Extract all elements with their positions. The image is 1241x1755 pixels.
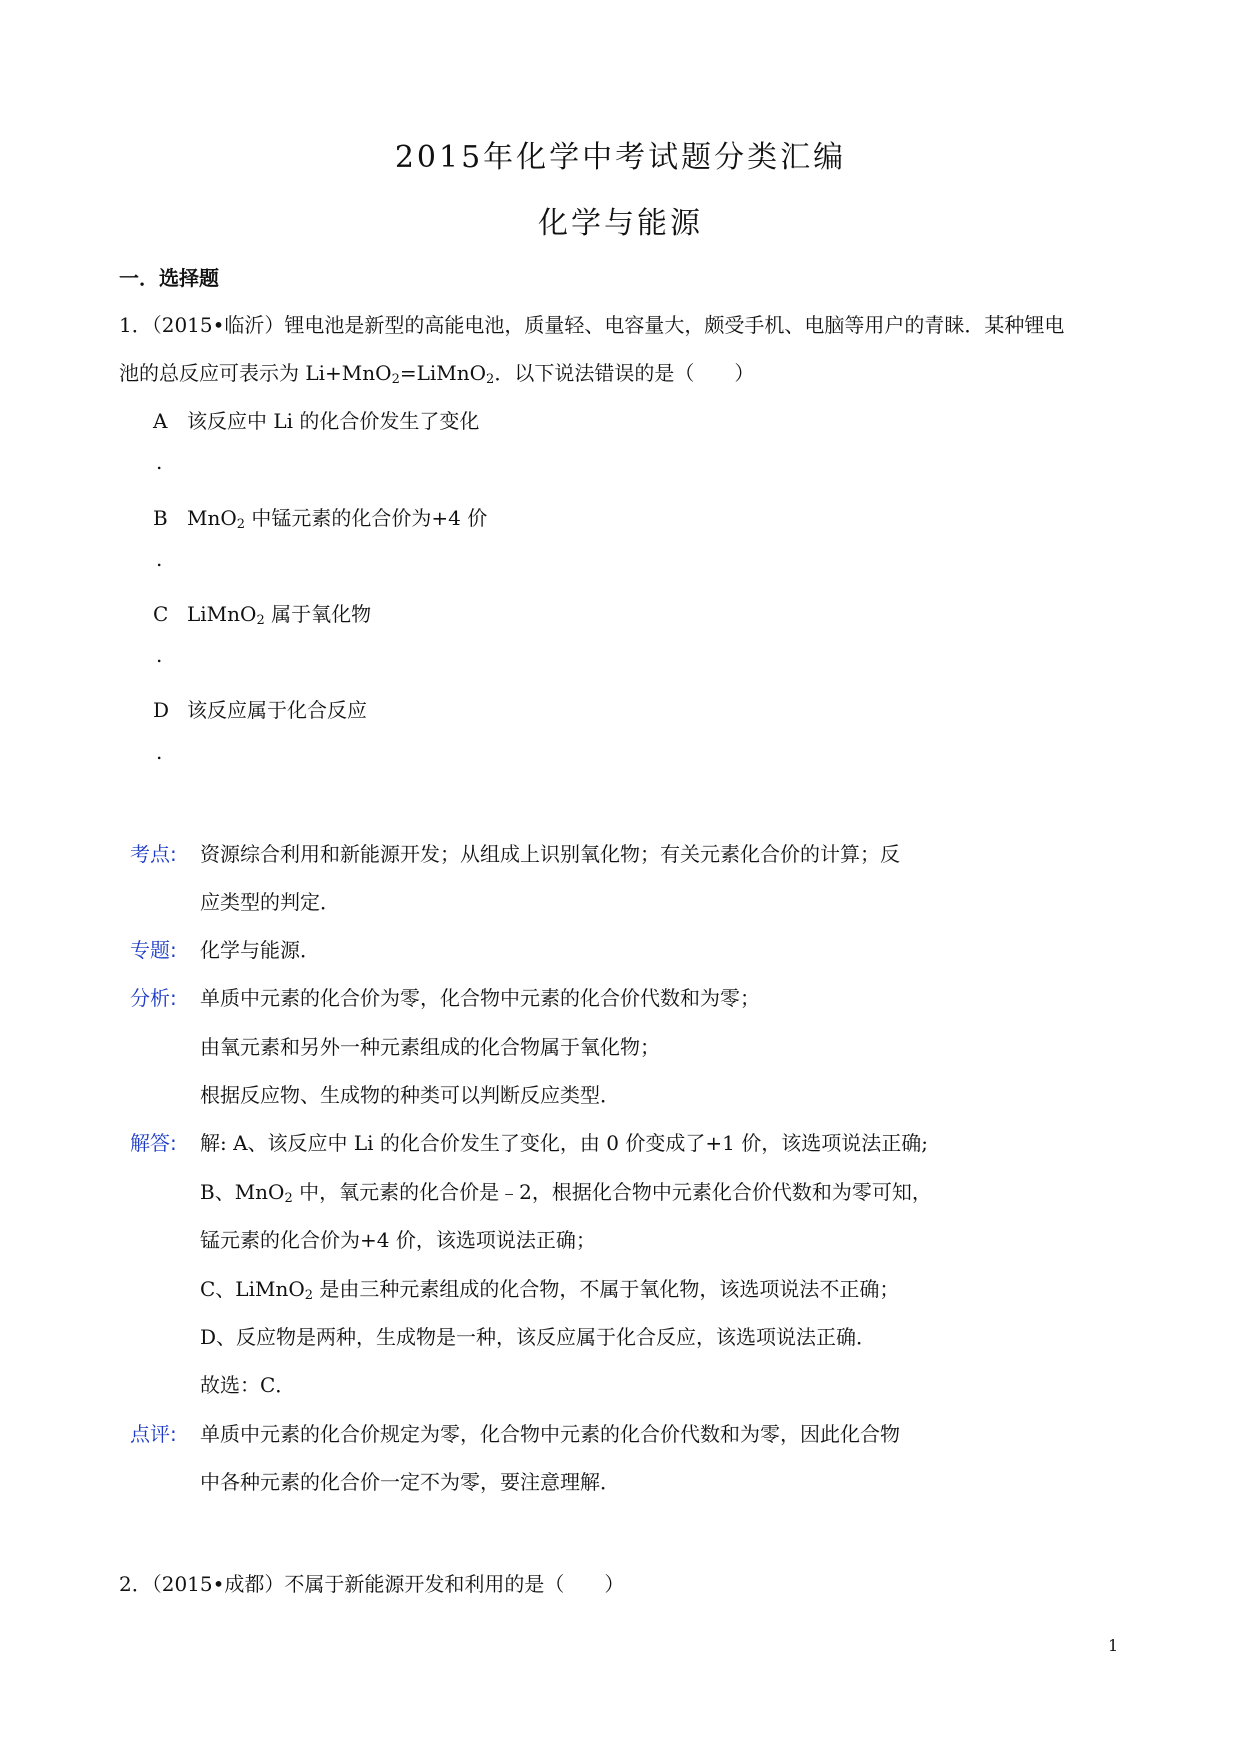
jieda-line-4: C、LiMnO$_2$ 是由三种元素组成的化合物，不属于氧化物，该选项说法不正确； [200,1277,900,1303]
option-d-dot: . [156,740,163,764]
jieda-line-3: 锰元素的化合价为+4 价，该选项说法正确； [200,1228,596,1252]
dianping-line-2: 中各种元素的化合价一定不为零，要注意理解． [200,1470,620,1494]
jieda-line-6: 故选：C． [200,1373,296,1397]
section-heading: 一．选择题 [119,266,219,290]
document-title: 2015年化学中考试题分类汇编 [394,140,847,175]
option-d: D 该反应属于化合反应 [153,698,367,722]
option-a: A 该反应中 Li 的化合价发生了变化 [153,409,480,433]
zhuanti-label: 专题: [130,938,177,962]
option-b: B MnO$_2$ 中锰元素的化合价为+4 价 [153,506,488,532]
option-c: C LiMnO$_2$ 属于氧化物 [153,602,372,628]
kaodian-line-1: 资源综合利用和新能源开发；从组成上识别氧化物；有关元素化合价的计算；反 [200,842,900,866]
dianping-line-1: 单质中元素的化合价规定为零，化合物中元素的化合价代数和为零，因此化合物 [200,1422,900,1446]
page-number: 1 [1108,1636,1119,1655]
jieda-line-5: D、反应物是两种，生成物是一种，该反应属于化合反应，该选项说法正确． [200,1325,877,1349]
fenxi-label: 分析: [130,986,177,1010]
jieda-line-2: B、MnO$_2$ 中，氧元素的化合价是﹣2，根据化合物中元素化合价代数和为零可知， [200,1180,932,1206]
fenxi-line-2: 由氧元素和另外一种元素组成的化合物属于氧化物； [200,1035,660,1059]
fenxi-line-3: 根据反应物、生成物的种类可以判断反应类型． [200,1083,620,1107]
jieda-label: 解答: [130,1131,177,1155]
question-1-line-1: 1．（2015•临沂）锂电池是新型的高能电池，质量轻、电容量大，颇受手机、电脑等用户的青睐．某种锂电 [119,313,1065,337]
option-c-dot: . [156,643,163,667]
zhuanti-text: 化学与能源． [200,938,320,962]
fenxi-line-1: 单质中元素的化合价为零，化合物中元素的化合价代数和为零； [200,986,760,1010]
option-b-dot: . [156,547,163,571]
question-2-line-1: 2．（2015•成都）不属于新能源开发和利用的是（ ） [119,1572,625,1596]
kaodian-line-2: 应类型的判定． [200,890,340,914]
kaodian-label: 考点: [130,842,177,866]
dianping-label: 点评: [130,1422,177,1446]
option-a-dot: . [156,450,163,474]
question-1-line-2: 池的总反应可表示为 Li+MnO$_2$=LiMnO$_2$．以下说法错误的是（ ） [119,361,755,387]
document-subtitle: 化学与能源 [538,206,703,241]
jieda-line-1: 解: A、该反应中 Li 的化合价发生了变化，由 0 价变成了+1 价，该选项说法正确; [200,1131,928,1155]
